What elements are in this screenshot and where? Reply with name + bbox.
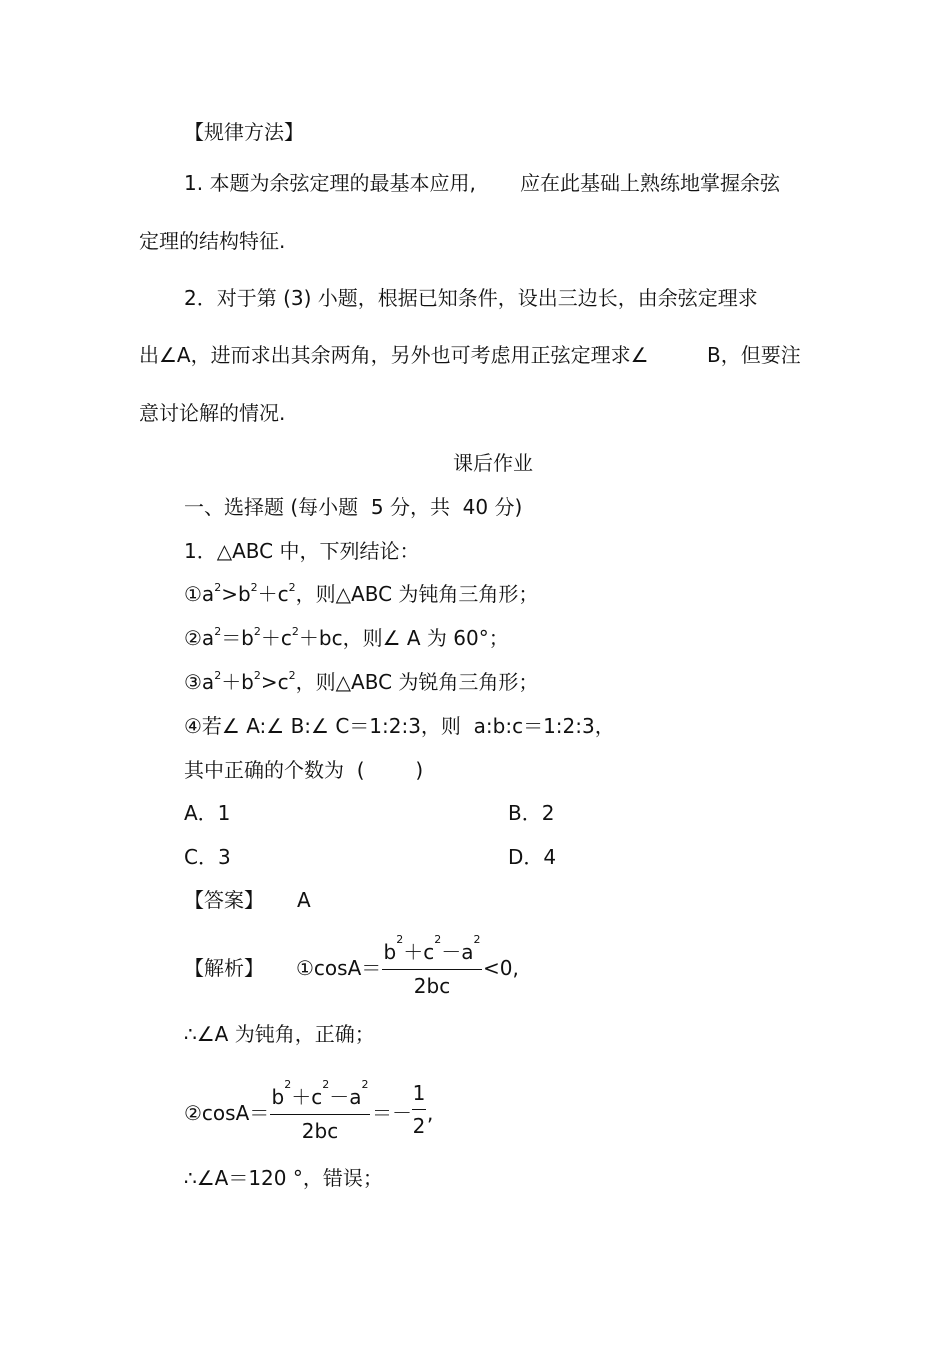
formula-2-prefix: ②cosA＝: [184, 1101, 270, 1125]
statement-2: $②a^2=b^2+c^2+bc$，则∠ A 为 60°；: [184, 625, 509, 650]
method-point-2b: 出∠A，进而求出其余两角，另外也可考虑用正弦定理求∠: [139, 343, 649, 367]
option-b: B．2: [508, 801, 555, 825]
answer-value: A: [297, 888, 311, 912]
half-fraction: [412, 1081, 426, 1138]
formula-1-numerator: $b^2+c^2-a^2$: [383, 933, 481, 964]
statement-1: $①a^2>b^2+c^2$，则△ABC 为钝角三角形；: [184, 581, 539, 606]
formula-2-middle: ＝－: [372, 1101, 412, 1125]
method-point-2b2: B，但要注: [707, 343, 801, 367]
statement-3: $③a^2+b^2>c^2$，则△ABC 为锐角三角形；: [184, 669, 539, 694]
method-point-1a: 1. 本题为余弦定理的最基本应用,: [184, 171, 476, 195]
option-c: C．3: [184, 845, 231, 869]
method-point-2a: 2．对于第 (3) 小题，根据已知条件，设出三边长，由余弦定理求: [184, 286, 758, 310]
formula-2-fraction: [270, 1078, 370, 1143]
homework-title: 课后作业: [453, 451, 533, 475]
option-a: A．1: [184, 801, 231, 825]
fraction-bar: [412, 1109, 426, 1110]
method-heading: 【规律方法】: [184, 120, 304, 144]
half-numerator: 1: [412, 1081, 426, 1105]
question-1: 1．△ABC 中，下列结论：: [184, 539, 420, 563]
method-point-1c: 定理的结构特征.: [139, 229, 286, 253]
answer-label: 【答案】: [184, 888, 264, 912]
formula-1-prefix: ①cosA＝: [296, 956, 382, 980]
formula-2-denominator: 2bc: [301, 1119, 339, 1143]
analysis-label: 【解析】: [184, 956, 264, 980]
method-point-2c: 意讨论解的情况.: [139, 401, 286, 425]
method-point-1b: 应在此基础上熟练地掌握余弦: [520, 171, 780, 195]
formula-1-denominator: 2bc: [413, 974, 451, 998]
analysis-line-2: ∴∠A 为钝角，正确；: [184, 1022, 375, 1046]
formula-1-fraction: [382, 933, 482, 998]
option-d: D．4: [508, 845, 557, 869]
fraction-bar: [270, 1114, 370, 1115]
fraction-bar: [382, 969, 482, 970]
half-denominator: 2: [412, 1114, 426, 1138]
question-prompt: 其中正确的个数为 ( ): [184, 758, 424, 782]
statement-4: ④若∠ A:∠ B:∠ C＝1:2:3，则 a:b:c＝1:2:3，: [184, 714, 615, 738]
formula-1-suffix: <0,: [483, 956, 519, 980]
analysis-line-4: ∴∠A＝120 °，错误；: [184, 1166, 383, 1190]
formula-2-suffix: ,: [427, 1101, 434, 1125]
formula-2-numerator: $b^2+c^2-a^2$: [271, 1078, 369, 1109]
section-heading: 一、选择题 (每小题 5 分，共 40 分): [184, 495, 523, 519]
